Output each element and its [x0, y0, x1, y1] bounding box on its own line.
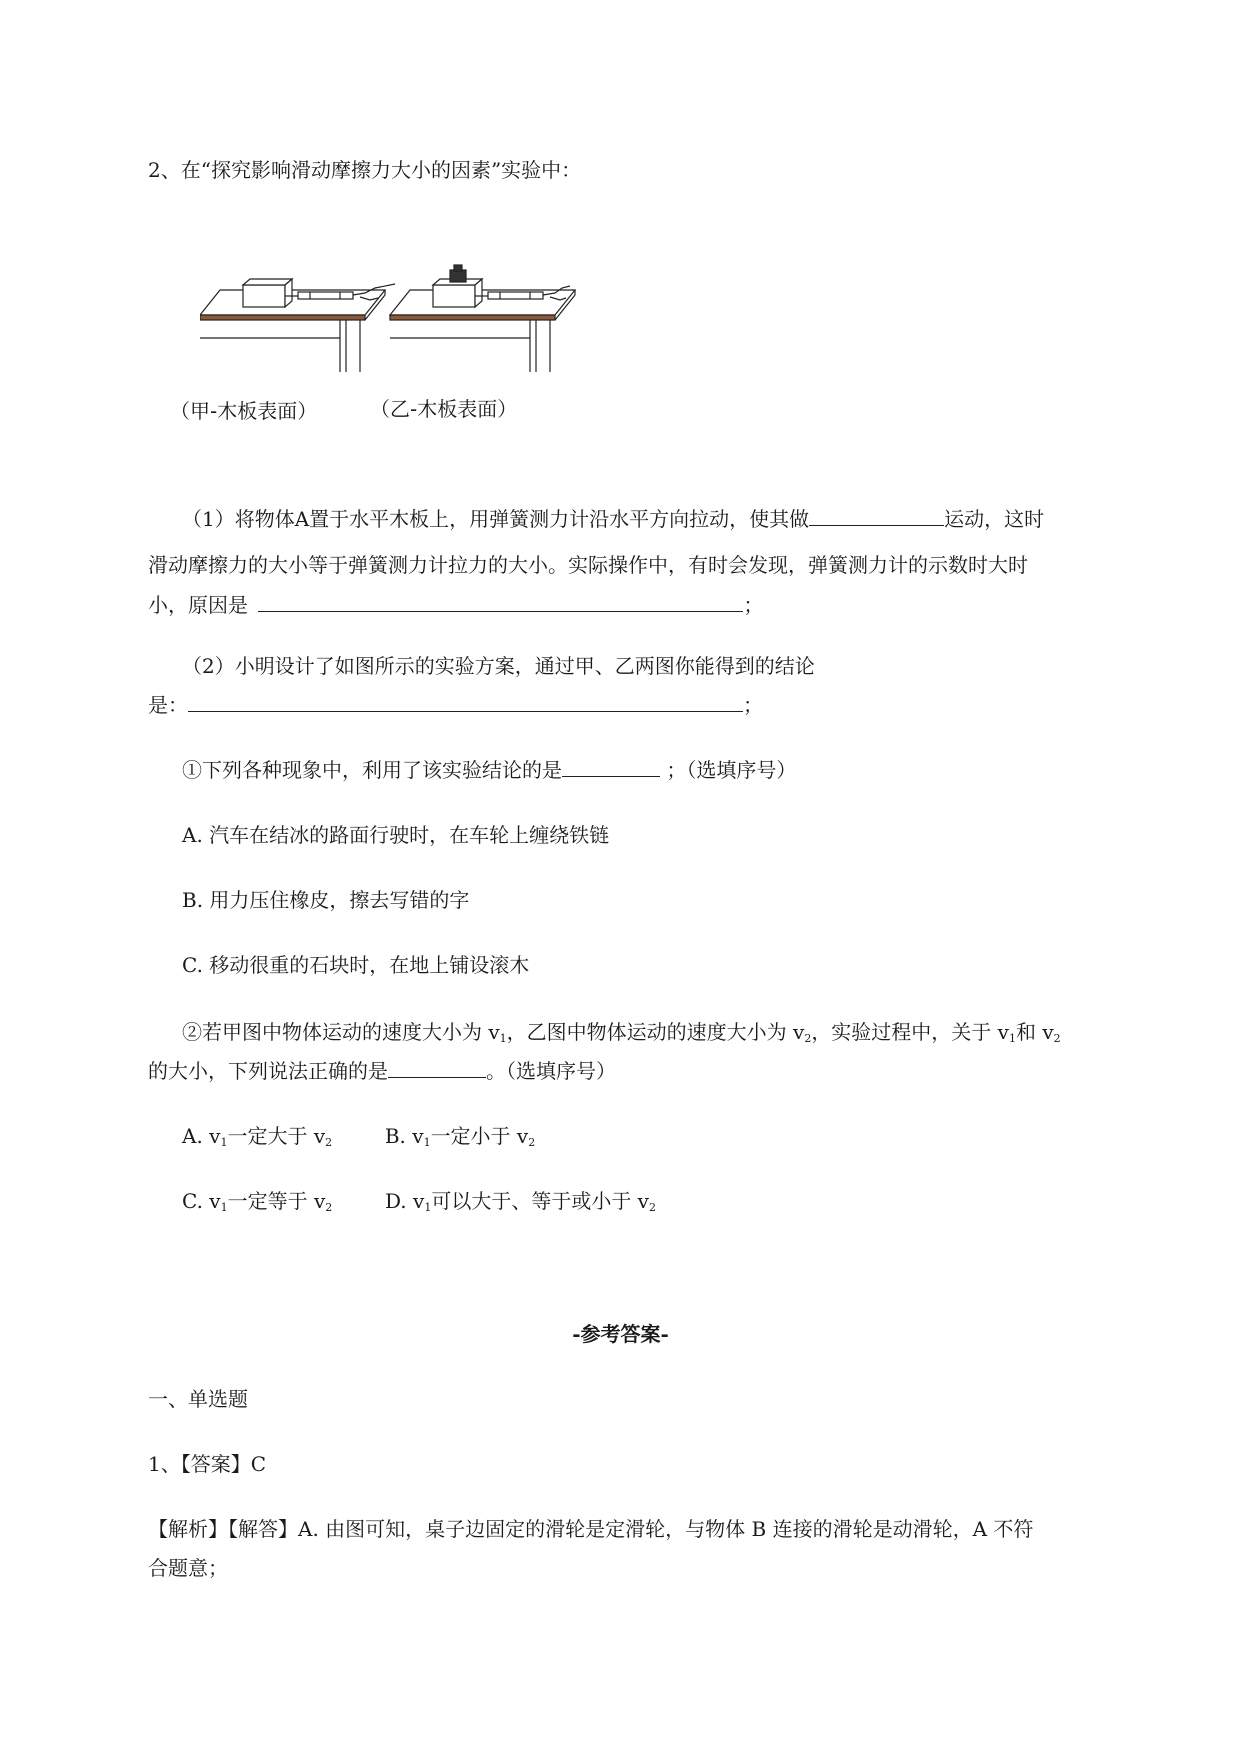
part1-line3: [148, 591, 1148, 619]
question-title: 2、在“探究影响滑动摩擦力大小的因素”实验中：: [148, 158, 582, 182]
answer-blank-3[interactable]: [188, 691, 743, 712]
analysis-line1: 【解析】【解答】A. 由图可知，桌子边固定的滑轮是定滑轮，与物体 B 连接的滑轮是动滑轮，A 不符: [148, 1517, 1034, 1541]
sub2-text-1: ②若甲图中物体运动的速度大小为 v: [182, 1020, 500, 1044]
subscript-2: 2: [1053, 1032, 1061, 1045]
subscript-1: 1: [499, 1032, 507, 1045]
sub1-option-b: B. 用力压住橡皮，擦去写错的字: [182, 888, 470, 912]
sub2-text-2: ，乙图中物体运动的速度大小为 v: [506, 1020, 805, 1044]
subscript-2: 2: [528, 1136, 536, 1149]
answer-heading: -参考答案-: [572, 1322, 669, 1346]
subscript-1: 1: [220, 1136, 228, 1149]
sub1-prompt-end: ；（选填序号）: [666, 758, 797, 782]
sub2-line2-end: 。（选填序号）: [486, 1059, 616, 1083]
option-b-text: B. v: [384, 1124, 424, 1148]
answer-blank-1[interactable]: [809, 505, 944, 526]
part1-line3-text: 小，原因是: [148, 593, 248, 617]
option-a-text: A. v: [182, 1124, 221, 1148]
subscript-1: 1: [424, 1201, 432, 1214]
sub2-line1: [182, 1018, 1182, 1046]
part2-line1: （2）小明设计了如图所示的实验方案，通过甲、乙两图你能得到的结论: [182, 654, 815, 678]
part1-line1: [182, 505, 1182, 533]
sub1-prompt: [182, 756, 1182, 784]
sub2-text-3: ，实验过程中，关于 v: [811, 1020, 1009, 1044]
sub2-options-row2: [182, 1187, 1182, 1215]
figure-caption-a: （甲-木板表面）: [170, 399, 318, 423]
option-a-text-b: 一定大于 v: [227, 1124, 326, 1148]
subscript-2: 2: [325, 1136, 333, 1149]
experiment-figure: [170, 262, 620, 442]
analysis-line2: 合题意；: [148, 1556, 228, 1580]
subscript-2: 2: [648, 1201, 656, 1214]
section-title: 一、单选题: [148, 1387, 248, 1411]
part2-line2-text: 是：: [148, 693, 188, 717]
figure-caption-b: （乙-木板表面）: [370, 397, 518, 421]
sub1-option-c: C. 移动很重的石块时，在地上铺设滚木: [182, 953, 530, 977]
option-d-text-b: 可以大于、等于或小于 v: [431, 1189, 649, 1213]
subscript-1: 1: [423, 1136, 431, 1149]
option-b-text-b: 一定小于 v: [430, 1124, 529, 1148]
experiment-diagram: [200, 262, 620, 372]
answer-item-1: 1、【答案】C: [148, 1452, 267, 1476]
sub2-line2: [148, 1057, 1148, 1085]
sub2-line2-text: 的大小，下列说法正确的是: [148, 1059, 388, 1083]
part2-line2: [148, 691, 1148, 719]
part1-line2: 滑动摩擦力的大小等于弹簧测力计拉力的大小。实际操作中，有时会发现，弹簧测力计的示数时大时: [148, 553, 1028, 577]
sub1-option-a: A. 汽车在结冰的路面行驶时，在车轮上缠绕铁链: [182, 823, 610, 847]
option-c-text-b: 一定等于 v: [227, 1189, 326, 1213]
sub2-options-row1: [182, 1122, 1182, 1150]
subscript-2: 2: [804, 1032, 812, 1045]
answer-blank-5[interactable]: [388, 1057, 486, 1078]
subscript-1: 1: [1008, 1032, 1016, 1045]
subscript-1: 1: [220, 1201, 228, 1214]
part1-text-b: 运动，这时: [944, 507, 1045, 531]
answer-blank-2[interactable]: [258, 591, 743, 612]
sub1-prompt-text: ①下列各种现象中，利用了该实验结论的是: [182, 758, 562, 782]
table-a-illustration: [200, 279, 395, 372]
sub2-text-4: 和 v: [1015, 1020, 1054, 1044]
part1-text-a: （1）将物体A置于水平木板上，用弹簧测力计沿水平方向拉动，使其做: [182, 507, 810, 531]
option-d-text: D. v: [384, 1189, 425, 1213]
option-c-text: C. v: [182, 1189, 221, 1213]
part1-line3-end: ；: [743, 593, 764, 617]
part2-line2-end: ；: [743, 693, 763, 717]
subscript-2: 2: [325, 1201, 333, 1214]
answer-blank-4[interactable]: [562, 756, 660, 777]
table-b-illustration: [390, 265, 575, 372]
